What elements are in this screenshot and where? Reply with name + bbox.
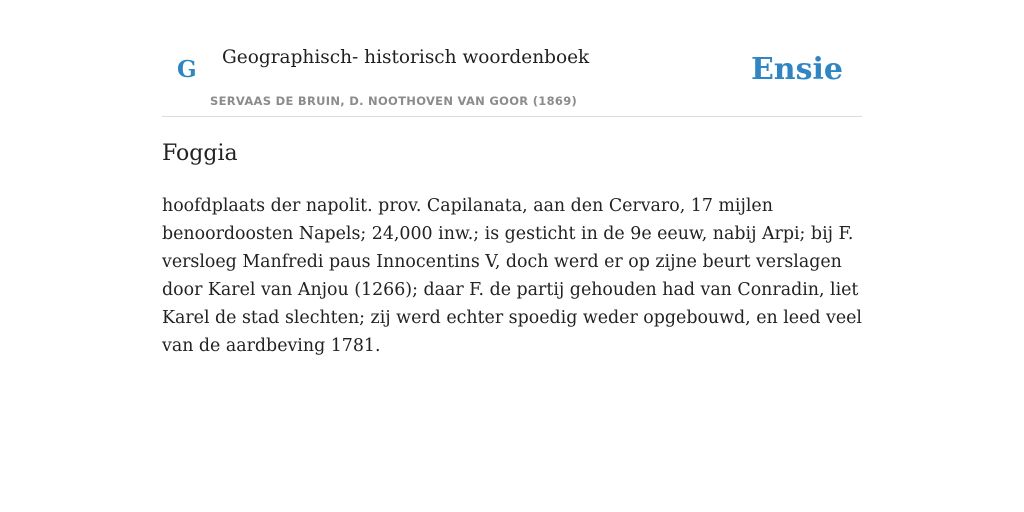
content-container (162, 0, 862, 356)
book-letter-icon[interactable]: G (177, 56, 197, 83)
book-authors: SERVAAS DE BRUIN, D. NOOTHOVEN VAN GOOR (1869) (210, 94, 578, 108)
entry-title: Foggia (162, 141, 238, 166)
book-header (162, 0, 862, 117)
brand-logo[interactable]: Ensie (750, 52, 843, 87)
entry-body: hoofdplaats der napolit. prov. Capilanata, aan den Cervaro, 17 mijlen benoordoosten Napels; 24,000 inw.; is gesticht in de 9e eeuw, nabij Arpi; bij F. versloeg Manfredi paus Innocentins V, doch werd er op zijne beurt verslagen door Karel van Anjou (1266); daar F. de partij gehouden had van Conradin, liet Karel de stad slechten; zij werd echter spoedig weder opgebouwd, en leed veel van de aardbeving 1781. (162, 196, 862, 356)
book-title[interactable]: Geographisch- historisch woordenboek (222, 47, 590, 68)
